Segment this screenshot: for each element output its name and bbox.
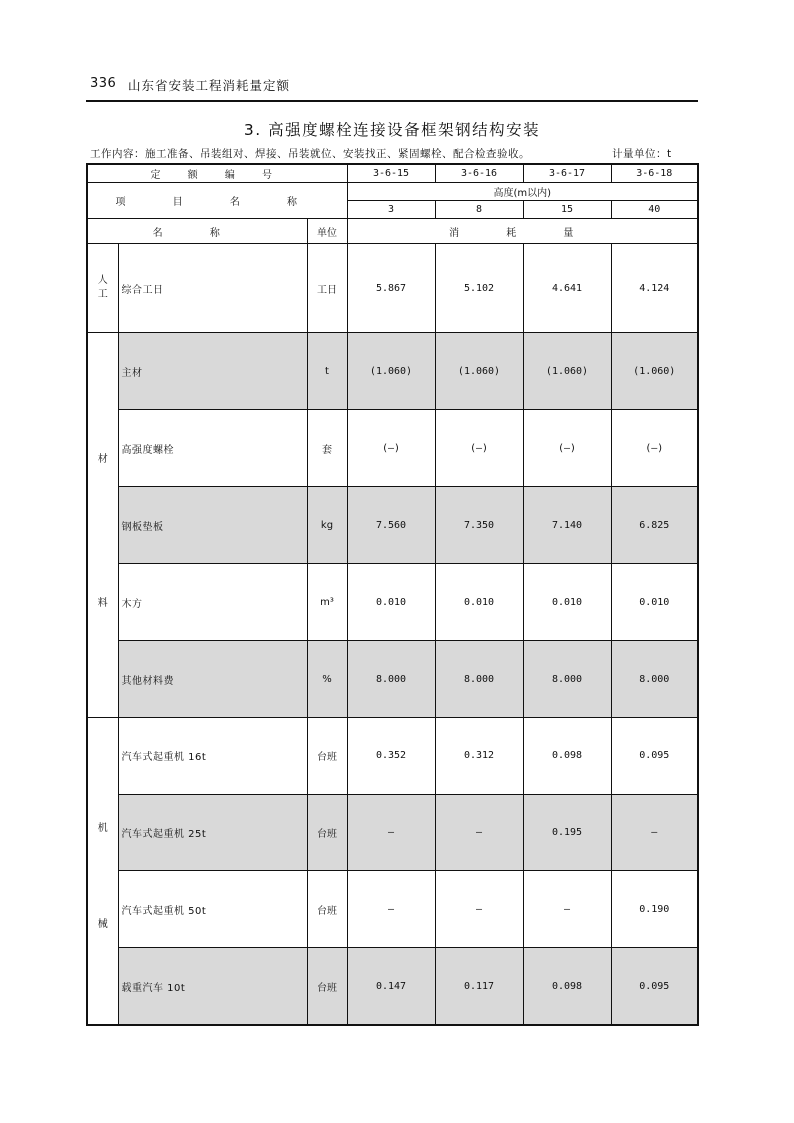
- value-cell: —: [435, 871, 523, 948]
- row-unit: kg: [307, 487, 347, 564]
- value-cell: 0.095: [611, 948, 698, 1025]
- row-name: 其他材料费: [118, 641, 307, 718]
- page-header: [86, 74, 698, 100]
- row-name: 汽车式起重机 16t: [118, 718, 307, 795]
- value-cell: 5.102: [435, 244, 523, 333]
- value-cell: 0.352: [347, 718, 435, 795]
- value-cell: 7.350: [435, 487, 523, 564]
- quota-code-cell: 3-6-16: [435, 164, 523, 183]
- page-number: 336: [90, 76, 117, 91]
- value-cell: 0.312: [435, 718, 523, 795]
- table-row: [87, 871, 698, 948]
- value-cell: 0.010: [523, 564, 611, 641]
- value-cell: (1.060): [347, 333, 435, 410]
- value-cell: (—): [523, 410, 611, 487]
- row-name: 汽车式起重机 25t: [118, 794, 307, 871]
- row-name: 主材: [118, 333, 307, 410]
- value-cell: 0.117: [435, 948, 523, 1025]
- quota-code-cell: 3-6-18: [611, 164, 698, 183]
- quota-code-cell: 3-6-17: [523, 164, 611, 183]
- value-cell: (—): [347, 410, 435, 487]
- value-cell: 4.124: [611, 244, 698, 333]
- section-title: 3. 高强度螺栓连接设备框架钢结构安装: [243, 121, 541, 139]
- value-cell: (—): [611, 410, 698, 487]
- value-cell: 0.190: [611, 871, 698, 948]
- row-unit: t: [307, 333, 347, 410]
- value-cell: (1.060): [523, 333, 611, 410]
- category-label: 人工: [97, 275, 108, 300]
- category-materials: [87, 333, 118, 718]
- row-unit: m³: [307, 564, 347, 641]
- table-row: [87, 333, 698, 410]
- measurement-unit: 计量单位：t: [612, 148, 672, 160]
- value-cell: 0.010: [611, 564, 698, 641]
- category-label-top: 机: [97, 823, 108, 834]
- value-cell: 4.641: [523, 244, 611, 333]
- value-cell: 0.010: [347, 564, 435, 641]
- row-unit: 台班: [307, 794, 347, 871]
- book-title: 山东省安装工程消耗量定额: [128, 78, 291, 93]
- row-name: 木方: [118, 564, 307, 641]
- value-cell: 7.140: [523, 487, 611, 564]
- height-label: 高度(m以内): [347, 183, 698, 201]
- value-cell: 0.098: [523, 948, 611, 1025]
- value-cell: —: [347, 871, 435, 948]
- value-cell: 0.195: [523, 794, 611, 871]
- value-cell: —: [347, 794, 435, 871]
- value-cell: —: [523, 871, 611, 948]
- category-machinery: [87, 718, 118, 1026]
- category-label-top: 材: [97, 454, 108, 465]
- quota-code-cell: 3-6-15: [347, 164, 435, 183]
- table-row: [87, 641, 698, 718]
- table-row: [87, 564, 698, 641]
- table-row: [87, 794, 698, 871]
- row-unit: 套: [307, 410, 347, 487]
- value-cell: 0.147: [347, 948, 435, 1025]
- height-header-row: [87, 183, 698, 201]
- row-unit: 工日: [307, 244, 347, 333]
- quota-code-label: 定 额 编 号: [87, 164, 347, 183]
- value-cell: 6.825: [611, 487, 698, 564]
- category-label-bottom: 料: [97, 598, 108, 609]
- name-column-header: 名 称: [87, 219, 307, 244]
- value-cell: 0.098: [523, 718, 611, 795]
- table-row: [87, 948, 698, 1025]
- table-row: [87, 487, 698, 564]
- value-cell: 0.095: [611, 718, 698, 795]
- value-cell: 8.000: [347, 641, 435, 718]
- value-cell: 8.000: [435, 641, 523, 718]
- item-name-label: 项 目 名 称: [87, 183, 347, 219]
- work-content: 工作内容：施工准备、吊装组对、焊接、吊装就位、安装找正、紧固螺栓、配合检查验收。: [90, 148, 530, 160]
- height-cell: 3: [347, 201, 435, 219]
- category-label-bottom: 械: [97, 919, 108, 930]
- value-cell: (1.060): [611, 333, 698, 410]
- row-name: 汽车式起重机 50t: [118, 871, 307, 948]
- value-cell: (1.060): [435, 333, 523, 410]
- value-cell: 8.000: [611, 641, 698, 718]
- height-cell: 40: [611, 201, 698, 219]
- value-cell: 7.560: [347, 487, 435, 564]
- header-rule: [86, 100, 698, 102]
- category-labor: [87, 244, 118, 333]
- value-cell: 5.867: [347, 244, 435, 333]
- table-row: [87, 718, 698, 795]
- row-name: 综合工日: [118, 244, 307, 333]
- table-row: [87, 244, 698, 333]
- row-unit: 台班: [307, 871, 347, 948]
- row-name: 载重汽车 10t: [118, 948, 307, 1025]
- value-cell: 0.010: [435, 564, 523, 641]
- value-cell: (—): [435, 410, 523, 487]
- row-unit: 台班: [307, 948, 347, 1025]
- column-header-row: [87, 219, 698, 244]
- row-name: 钢板垫板: [118, 487, 307, 564]
- row-unit: 台班: [307, 718, 347, 795]
- height-cell: 15: [523, 201, 611, 219]
- row-name: 高强度螺栓: [118, 410, 307, 487]
- value-cell: —: [611, 794, 698, 871]
- quota-table: [86, 163, 699, 1026]
- value-cell: 8.000: [523, 641, 611, 718]
- height-cell: 8: [435, 201, 523, 219]
- consumption-column-header: 消 耗 量: [347, 219, 698, 244]
- table-row: [87, 410, 698, 487]
- unit-column-header: 单位: [307, 219, 347, 244]
- value-cell: —: [435, 794, 523, 871]
- row-unit: %: [307, 641, 347, 718]
- quota-code-row: [87, 164, 698, 183]
